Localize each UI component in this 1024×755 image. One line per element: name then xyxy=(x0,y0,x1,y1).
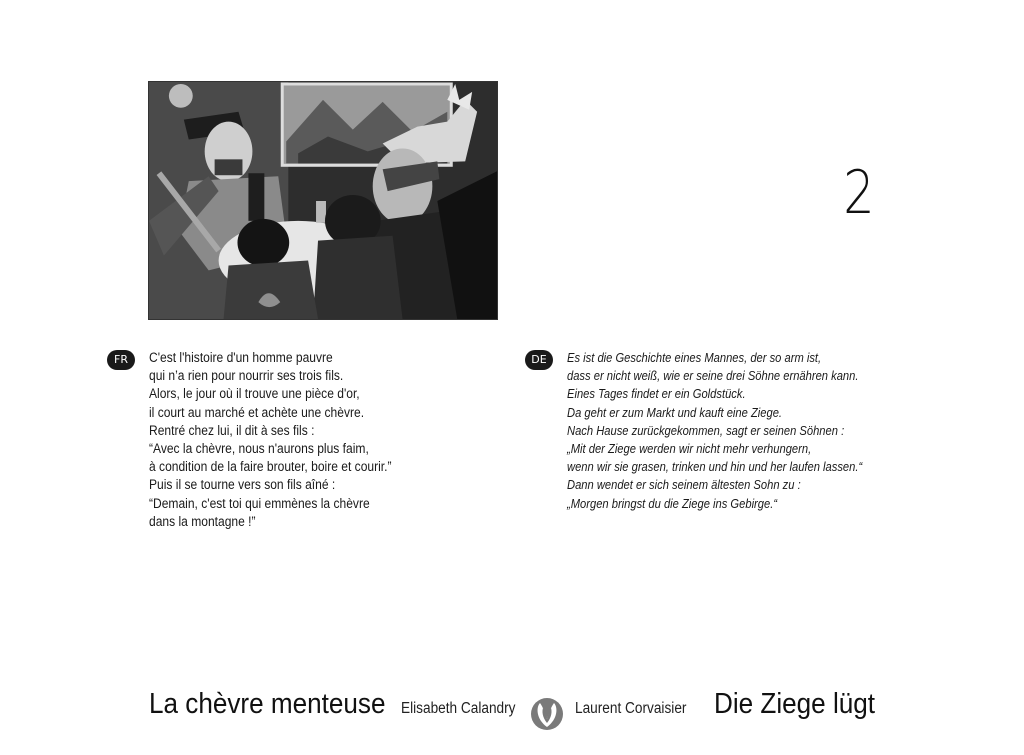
text-line: “Demain, c'est toi qui emmènes la chèvre xyxy=(149,495,370,511)
french-text xyxy=(149,349,479,531)
text-line: wenn wir sie grasen, trinken und hin und her laufen lassen.“ xyxy=(567,459,863,475)
text-line: Nach Hause zurückgekommen, sagt er seinen Söhnen : xyxy=(567,422,845,438)
text-line: Rentré chez lui, il dit à ses fils : xyxy=(149,422,315,438)
text-line: “Avec la chèvre, nous n'aurons plus faim, xyxy=(149,441,369,457)
text-line: dans la montagne !” xyxy=(149,513,256,529)
german-text xyxy=(567,349,907,513)
text-line: Puis il se tourne vers son fils aîné : xyxy=(149,477,336,493)
text-line: „Morgen bringst du die Ziege ins Gebirge.“ xyxy=(567,495,778,511)
language-badge-de: DE xyxy=(525,350,553,370)
illustration-icon xyxy=(149,82,497,319)
text-line: Alors, le jour où il trouve une pièce d'or, xyxy=(149,386,360,402)
text-line: Eines Tages findet er ein Goldstück. xyxy=(567,386,746,402)
author-name: Elisabeth Calandry xyxy=(401,700,516,717)
text-line: dass er nicht weiß, wie er seine drei Söhne ernähren kann. xyxy=(567,368,859,384)
page-number: 2 xyxy=(843,158,874,228)
book-title-fr: La chèvre menteuse xyxy=(149,688,386,720)
text-line: à condition de la faire brouter, boire et courir.” xyxy=(149,459,392,475)
text-line: qui n’a rien pour nourrir ses trois fils. xyxy=(149,368,344,384)
text-line: „Mit der Ziege werden wir nicht mehr verhungern, xyxy=(567,441,812,457)
text-line: Es ist die Geschichte eines Mannes, der so arm ist, xyxy=(567,350,822,365)
text-line: il court au marché et achète une chèvre. xyxy=(149,404,365,420)
text-line: C'est l'histoire d'un homme pauvre xyxy=(149,350,333,365)
text-line: Da geht er zum Markt und kauft eine Ziege. xyxy=(567,404,783,420)
language-badge-fr: FR xyxy=(107,350,135,370)
text-line: Dann wendet er sich seinem ältesten Sohn zu : xyxy=(567,477,801,493)
illustrator-name: Laurent Corvaisier xyxy=(575,700,687,717)
story-illustration xyxy=(148,81,498,320)
publisher-logo-icon xyxy=(530,697,564,731)
book-title-de: Die Ziege lügt xyxy=(714,688,876,720)
